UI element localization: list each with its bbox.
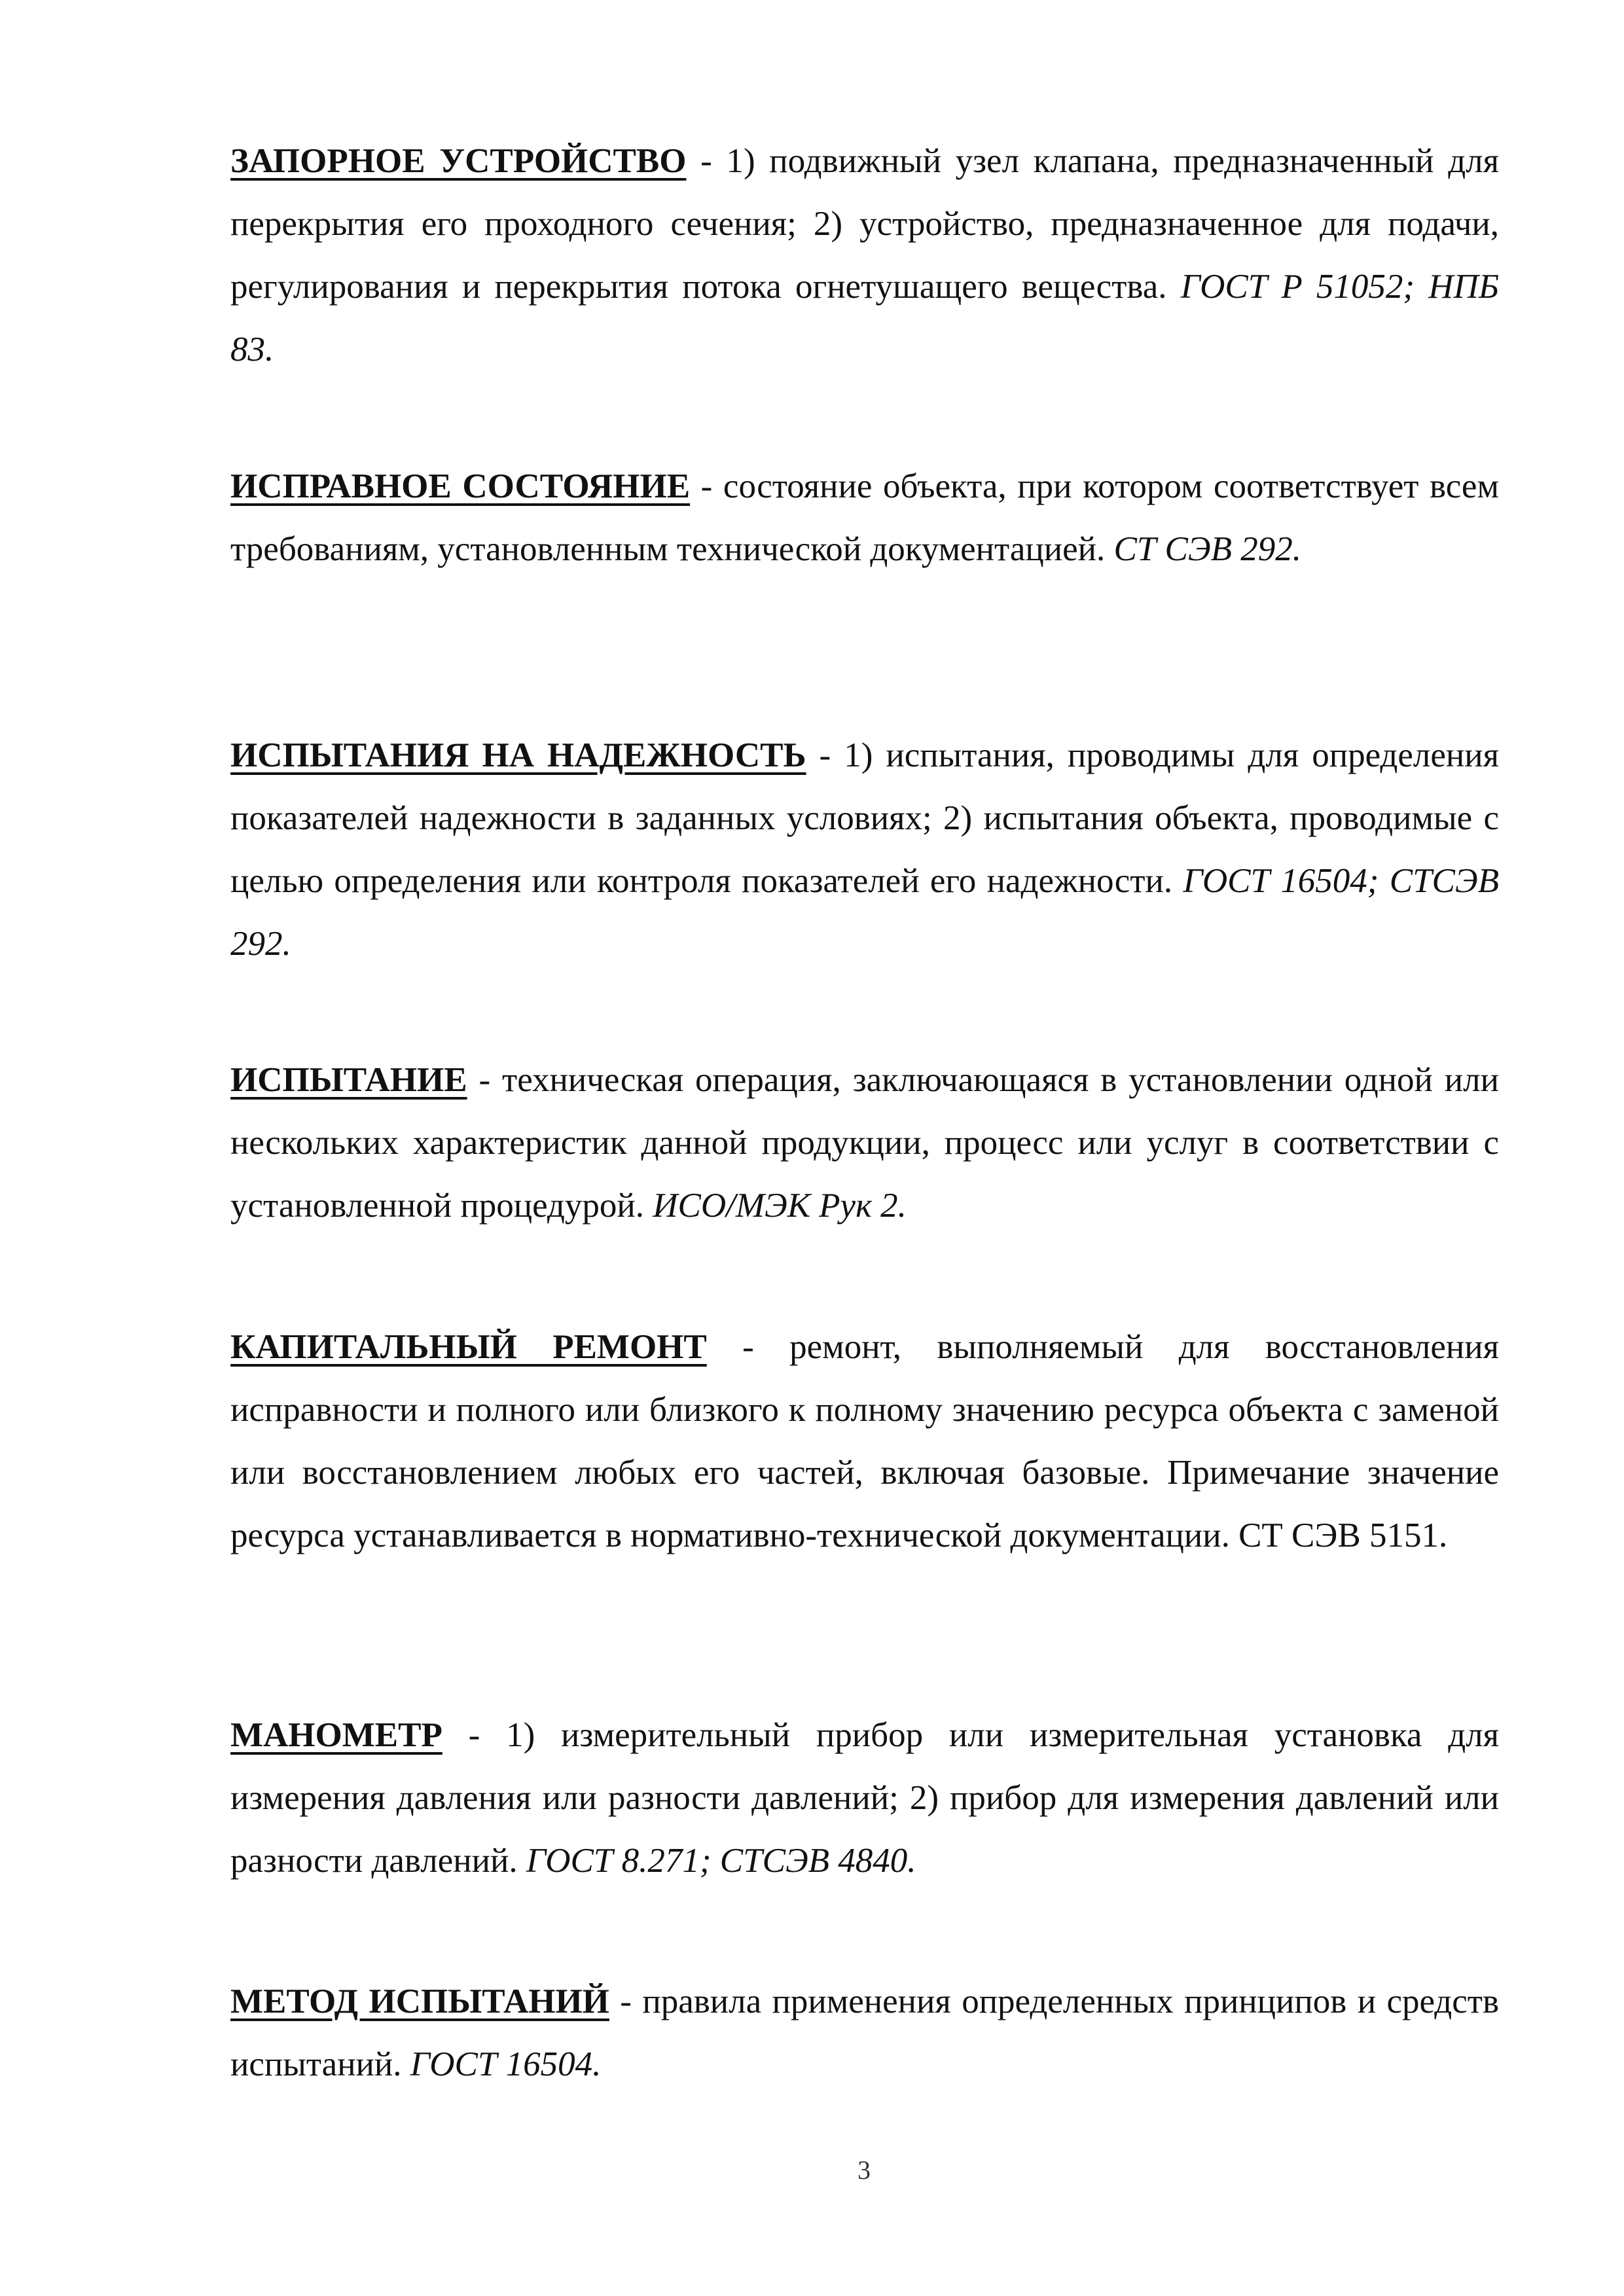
glossary-entry [230, 1704, 1499, 1892]
glossary-entry [230, 1316, 1499, 1567]
entry-definition: - правила применения определенных принципов и средств испытаний. [230, 1982, 1499, 2083]
entry-definition: - 1) измерительный прибор или измерительная установка для измерения давления или разности давлений; 2) прибор для измерения давлений или разности давлений. [230, 1716, 1499, 1880]
entry-definition: - техническая операция, заключающаяся в установлении одной или нескольких характеристик данной продукции, процесс или услуг в соответствии с установленной процедурой. [230, 1061, 1499, 1225]
entry-definition: - ремонт, выполняемый для восстановления исправности и полного или близкого к полному значению ресурса объекта с заменой или восстановлением любых его частей, включая базовые. Примечание значение ресурса устанавливается в нормативно-технической документации. СТ СЭВ 5151. [230, 1328, 1499, 1554]
entry-reference: СТ СЭВ 292. [1113, 530, 1301, 568]
glossary-entry [230, 1970, 1499, 2096]
entry-reference: ГОСТ 8.271; СТСЭВ 4840. [526, 1842, 916, 1880]
entry-term: ИСПРАВНОЕ СОСТОЯНИЕ [230, 467, 691, 505]
glossary-entry [230, 455, 1499, 581]
entry-term: ЗАПОРНОЕ УСТРОЙСТВО [230, 142, 687, 180]
glossary-entry [230, 1049, 1499, 1237]
entry-term: ИСПЫТАНИЕ [230, 1061, 467, 1099]
entry-definition: - 1) испытания, проводимы для определения показателей надежности в заданных условиях; 2) испытания объекта, проводимые с целью определения или контроля показателей его надежности. [230, 736, 1499, 900]
entry-term: МАНОМЕТР [230, 1716, 442, 1754]
entry-term: ИСПЫТАНИЯ НА НАДЕЖНОСТЬ [230, 736, 806, 774]
entry-reference: ГОСТ Р 51052; НПБ 83. [230, 268, 1499, 368]
entry-reference: ГОСТ 16504. [410, 2045, 602, 2083]
entry-reference: ИСО/МЭК Рук 2. [653, 1187, 907, 1225]
entry-term: МЕТОД ИСПЫТАНИЙ [230, 1982, 609, 2020]
entry-definition: - 1) подвижный узел клапана, предназначенный для перекрытия его проходного сечения; 2) устройство, предназначенное для подачи, регулирования и перекрытия потока огнетушащего вещества. [230, 142, 1499, 306]
glossary-entry [230, 724, 1499, 975]
glossary-entry [230, 130, 1499, 381]
entry-reference: ГОСТ 16504; СТСЭВ 292. [230, 862, 1499, 963]
page-number: 3 [857, 2155, 871, 2185]
entry-term: КАПИТАЛЬНЫЙ РЕМОНТ [230, 1328, 707, 1366]
entry-definition: - состояние объекта, при котором соответствует всем требованиям, установленным технической документацией. [230, 467, 1499, 568]
